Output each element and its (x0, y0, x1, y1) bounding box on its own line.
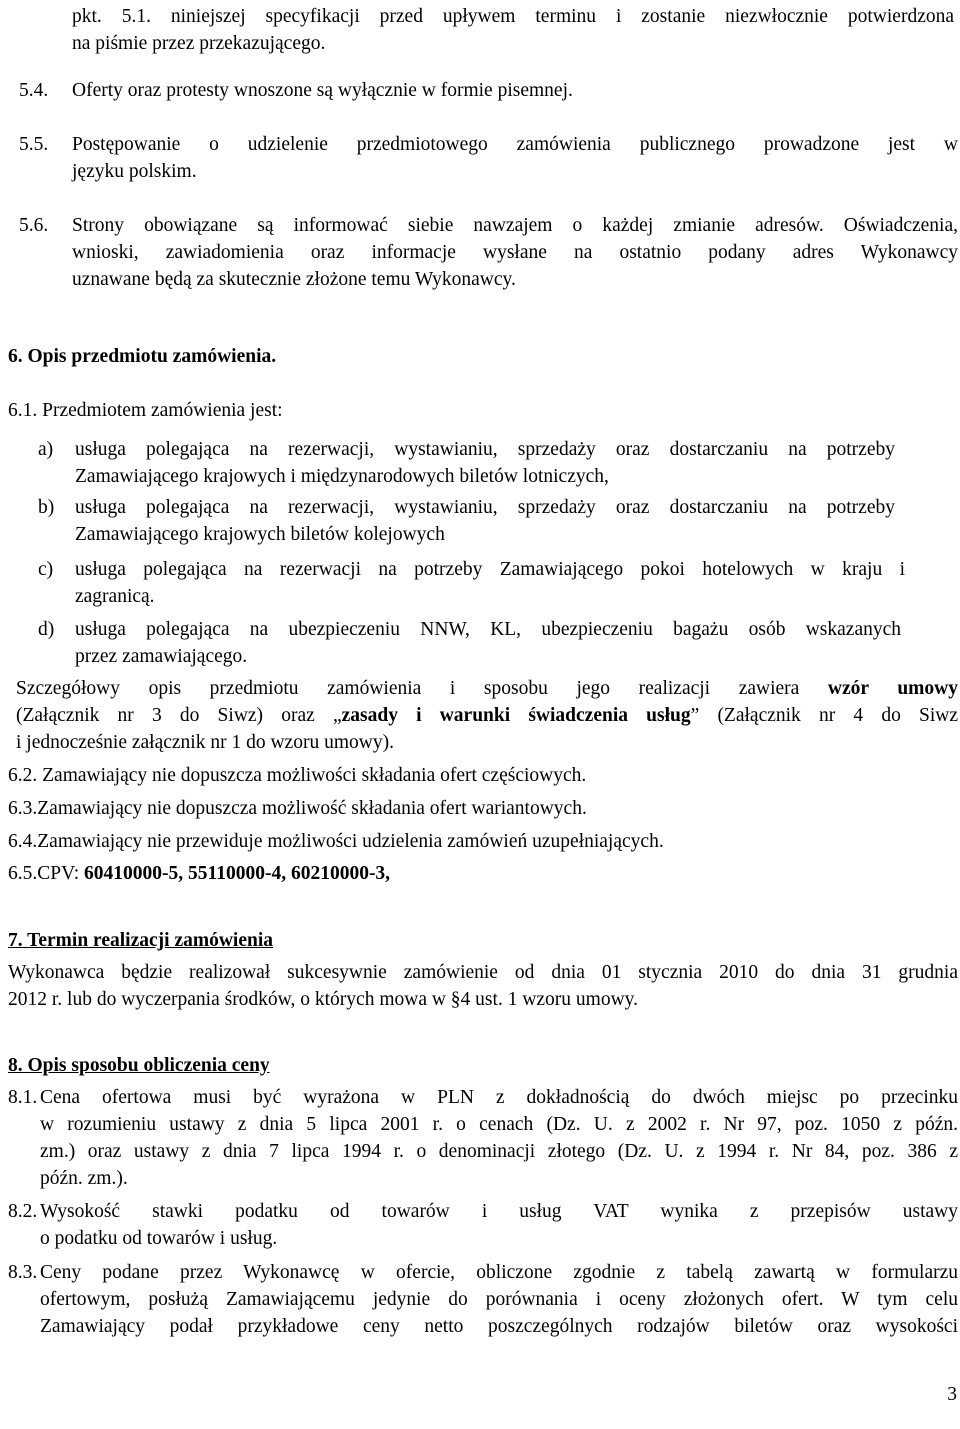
line: zagranicą. (75, 586, 155, 607)
paragraph-number: 5.6. (19, 215, 49, 236)
list-item-c (75, 556, 905, 610)
paragraph-number: 8.2. (8, 1201, 38, 1222)
paragraph-8-2 (40, 1198, 958, 1252)
detail-paragraph (16, 675, 958, 756)
list-letter: d) (38, 619, 55, 640)
paragraph-5-6 (72, 212, 958, 293)
line: 2012 r. lub do wyczerpania środków, o których mowa w §4 ust. 1 wzoru umowy. (8, 989, 639, 1010)
bold-term-contract-template: wzór umowy (827, 678, 958, 699)
text-run: ” (Załącznik nr 4 do Siwz (690, 705, 958, 726)
section-8-heading: 8. Opis sposobu obliczenia ceny (8, 1055, 270, 1076)
text-run: 6.5.CPV: (8, 863, 85, 884)
paragraph-number: 5.5. (19, 134, 49, 155)
line: Cena ofertowa musi być wyrażona w PLN z dokładnością do dwóch miejsc po przecinku (40, 1087, 958, 1108)
line: Wykonawca będzie realizował sukcesywnie zamówienie od dnia 01 stycznia 2010 do dnia 31 grudnia (8, 962, 958, 983)
line: Postępowanie o udzielenie przedmiotowego zamówienia publicznego prowadzone jest w (72, 134, 958, 155)
line: usługa polegająca na rezerwacji, wystawianiu, sprzedaży oraz dostarczaniu na potrzeby (75, 497, 895, 518)
line: Zamawiającego krajowych biletów kolejowych (75, 524, 445, 545)
section-7-paragraph (8, 959, 958, 1013)
line: w rozumieniu ustawy z dnia 5 lipca 2001 r. o cenach (Dz. U. z 2002 r. Nr 97, poz. 1050 z późn. (40, 1114, 958, 1135)
paragraph-number: 8.1. (8, 1087, 38, 1108)
line (16, 702, 958, 729)
paragraph-6-1 (8, 397, 908, 424)
paragraph-5-1-continuation (72, 3, 954, 57)
list-item-d (75, 616, 901, 670)
paragraph-number: 8.3. (8, 1262, 38, 1283)
line: Strony obowiązane są informować siebie nawzajem o każdej zmianie adresów. Oświadczenia, (72, 215, 958, 236)
paragraph-5-4 (72, 77, 954, 104)
line: wnioski, zawiadomienia oraz informacje wysłane na ostatnio podany adres Wykonawcy (72, 242, 958, 263)
line: ofertowym, posłużą Zamawiającemu jedynie do porównania i oceny złożonych ofert. W tym celu (40, 1289, 958, 1310)
bold-term-service-rules: zasady i warunki świadczenia usług (341, 705, 691, 726)
list-letter: b) (38, 497, 55, 518)
list-item-b (75, 494, 895, 548)
paragraph-8-1 (40, 1084, 958, 1192)
line: usługa polegająca na rezerwacji na potrzeby Zamawiającego pokoi hotelowych w kraju i (75, 559, 905, 580)
paragraph-5-5 (72, 131, 958, 185)
list-item-a (75, 436, 895, 490)
line: Zamawiający podał przykładowe ceny netto poszczególnych rodzajów biletów oraz wysokości (40, 1316, 958, 1337)
line: usługa polegająca na rezerwacji, wystawianiu, sprzedaży oraz dostarczaniu na potrzeby (75, 439, 895, 460)
paragraph-8-3 (40, 1259, 958, 1340)
line: Ceny podane przez Wykonawcę w ofercie, obliczone zgodnie z tabelą zawartą w formularzu (40, 1262, 958, 1283)
paragraph-6-4: 6.4.Zamawiający nie przewiduje możliwości udzielenia zamówień uzupełniających. (8, 831, 664, 852)
line: zm.) oraz ustawy z dnia 7 lipca 1994 r. o denominacji złotego (Dz. U. z 1994 r. Nr 84, poz. 386 z (40, 1141, 958, 1162)
paragraph-number: 6.1. (8, 400, 38, 421)
line: o podatku od towarów i usług. (40, 1228, 278, 1249)
text-run: (Załącznik nr 3 do Siwz) oraz „ (16, 705, 342, 726)
list-letter: c) (38, 559, 54, 580)
line: pkt. 5.1. niniejszej specyfikacji przed upływem terminu i zostanie niezwłocznie potwierdzona (72, 6, 954, 27)
line: Oferty oraz protesty wnoszone są wyłącznie w formie pisemnej. (72, 80, 573, 101)
section-6-heading: 6. Opis przedmiotu zamówienia. (8, 346, 277, 367)
paragraph-text: Przedmiotem zamówienia jest: (42, 400, 283, 421)
line: późn. zm.). (40, 1168, 128, 1189)
line: na piśmie przez przekazującego. (72, 33, 326, 54)
line: i jednocześnie załącznik nr 1 do wzoru umowy). (16, 732, 394, 753)
line: przez zamawiającego. (75, 646, 248, 667)
cpv-codes: 60410000-5, 55110000-4, 60210000-3, (84, 863, 391, 884)
list-letter: a) (38, 439, 54, 460)
paragraph-6-2: 6.2. Zamawiający nie dopuszcza możliwości składania ofert częściowych. (8, 765, 587, 786)
paragraph-number: 5.4. (19, 80, 49, 101)
text-run: Szczegółowy opis przedmiotu zamówienia i sposobu jego realizacji zawiera (16, 678, 828, 699)
line: usługa polegająca na ubezpieczeniu NNW, KL, ubezpieczeniu bagażu osób wskazanych (75, 619, 901, 640)
line (16, 675, 958, 702)
line: Wysokość stawki podatku od towarów i usług VAT wynika z przepisów ustawy (40, 1201, 958, 1222)
line: uznawane będą za skutecznie złożone temu Wykonawcy. (72, 269, 516, 290)
line: języku polskim. (72, 161, 197, 182)
line: Zamawiającego krajowych i międzynarodowych biletów lotniczych, (75, 466, 609, 487)
section-7-heading: 7. Termin realizacji zamówienia (8, 930, 274, 951)
paragraph-6-3: 6.3.Zamawiający nie dopuszcza możliwość składania ofert wariantowych. (8, 798, 587, 819)
page-number: 3 (947, 1384, 957, 1405)
paragraph-6-5 (8, 860, 390, 887)
